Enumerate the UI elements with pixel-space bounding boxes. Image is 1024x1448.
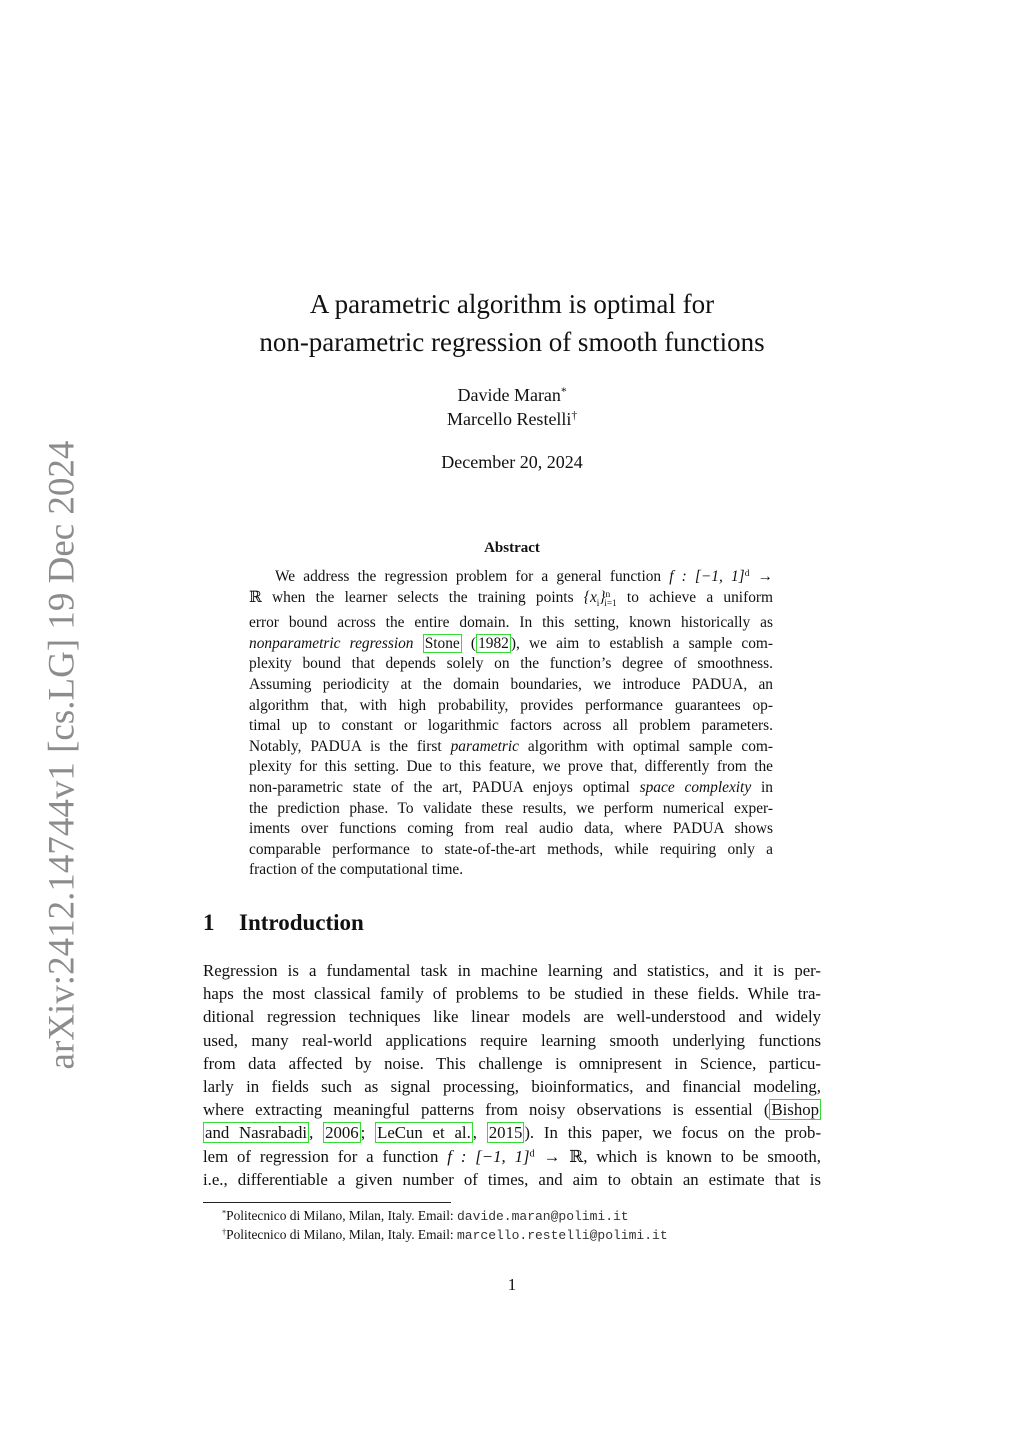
- citation-link[interactable]: 1982: [478, 634, 509, 652]
- abstract-line: algorithm that, with high probability, provides performance guarantees op-: [249, 696, 773, 714]
- author-2: [0, 407, 1024, 431]
- email-link[interactable]: davide.maran@polimi.it: [456, 1209, 629, 1224]
- citation-link[interactable]: and Nasrabadi: [205, 1123, 308, 1143]
- citation-link[interactable]: Stone: [424, 634, 460, 652]
- citation-link[interactable]: LeCun et al.: [377, 1123, 471, 1143]
- paper-date: December 20, 2024: [441, 452, 583, 472]
- title-line-1: A parametric algorithm is optimal for: [309, 289, 715, 319]
- body-line: where extracting meaningful patterns from noisy observations is essential ( Bishop: [203, 1100, 819, 1120]
- citation-link[interactable]: 2015: [488, 1123, 523, 1143]
- abstract-line: Assuming periodicity at the domain boundaries, we introduce PADUA, an: [249, 676, 773, 694]
- author-1: [0, 383, 1024, 407]
- citation-link[interactable]: Bishop: [771, 1100, 819, 1120]
- author-name: Marcello Restelli: [446, 409, 572, 429]
- abstract-line: Notably, PADUA is the first parametric algorithm with optimal sample com-: [249, 737, 773, 755]
- abstract-line: error bound across the entire domain. In this setting, known historically as: [249, 614, 773, 632]
- body-line: and Nasrabadi , 2006 ; LeCun et al. , 2015 ). In this paper, we focus on the prob-: [205, 1123, 822, 1143]
- footnote-text: Politecnico di Milano, Milan, Italy. Email:: [226, 1208, 457, 1223]
- introduction-body: [203, 959, 821, 1191]
- body-line: larly in fields such as signal processing, bioinformatics, and financial modeling,: [203, 1077, 821, 1097]
- body-line: from data affected by noise. This challenge is omnipresent in Science, particu-: [203, 1053, 821, 1073]
- section-title: Introduction: [239, 910, 364, 935]
- abstract-line: plexity bound that depends solely on the function’s degree of smoothness.: [249, 655, 773, 673]
- author-footnote-mark: †: [571, 409, 578, 422]
- page-number: 1: [507, 1275, 517, 1294]
- arxiv-id-text: arXiv:2412.14744v1 [cs.LG] 19 Dec 2024: [41, 440, 83, 1070]
- footnote-text: Politecnico di Milano, Milan, Italy. Email:: [226, 1227, 457, 1242]
- abstract-line: plexity for this setting. Due to this feature, we prove that, differently from the: [249, 758, 773, 776]
- body-line: haps the most classical family of problems to be studied in these fields. While tra-: [203, 984, 821, 1004]
- abstract-line: the prediction phase. To validate these results, we perform numerical exper-: [249, 799, 773, 817]
- body-line: Regression is a fundamental task in machine learning and statistics, and it is per-: [203, 961, 821, 980]
- abstract-line: nonparametric regression Stone ( 1982 ), we aim to establish a sample com-: [249, 634, 773, 652]
- body-line: used, many real-world applications require learning smooth underlying functions: [203, 1030, 821, 1050]
- section-heading: [203, 910, 364, 936]
- author-footnote-mark: *: [560, 385, 567, 398]
- footnote-2: [222, 1226, 668, 1244]
- abstract-line: fraction of the computational time.: [249, 861, 464, 879]
- section-number: 1: [203, 910, 215, 935]
- title-line-2: non-parametric regression of smooth functions: [259, 327, 765, 357]
- body-line: i.e., differentiable a given number of times, and aim to obtain an estimate that is: [203, 1169, 821, 1189]
- footnote-mark: †: [222, 1227, 227, 1237]
- footnote-divider: [203, 1202, 451, 1203]
- author-name: Davide Maran: [457, 385, 561, 405]
- paper-title: [0, 285, 1024, 361]
- abstract-line: ℝ when the learner selects the training points $\{x_i\}^n_{i=1}$ to achieve a uniform: [249, 588, 773, 608]
- abstract-body: [249, 567, 773, 881]
- footnote-mark: *: [222, 1208, 227, 1218]
- body-line: lem of regression for a function f : [−1, 1]$^d$ → ℝ, which is known to be smooth,: [203, 1146, 821, 1166]
- footnote-1: [222, 1207, 629, 1225]
- abstract-heading: Abstract: [484, 540, 540, 556]
- abstract-line: timal up to constant or logarithmic factors across all problem parameters.: [249, 717, 773, 735]
- abstract-line: iments over functions coming from real audio data, where PADUA shows: [249, 820, 773, 838]
- abstract-line: comparable performance to state-of-the-art methods, while requiring only a: [249, 840, 773, 858]
- email-link[interactable]: marcello.restelli@polimi.it: [456, 1228, 668, 1243]
- abstract-line: We address the regression problem for a general function f : [−1, 1]$^d$ →: [275, 567, 773, 585]
- citation-link[interactable]: 2006: [325, 1123, 359, 1143]
- abstract-line: non-parametric state of the art, PADUA enjoys optimal space complexity in: [249, 779, 773, 797]
- body-line: ditional regression techniques like linear models are well-understood and widely: [203, 1007, 821, 1027]
